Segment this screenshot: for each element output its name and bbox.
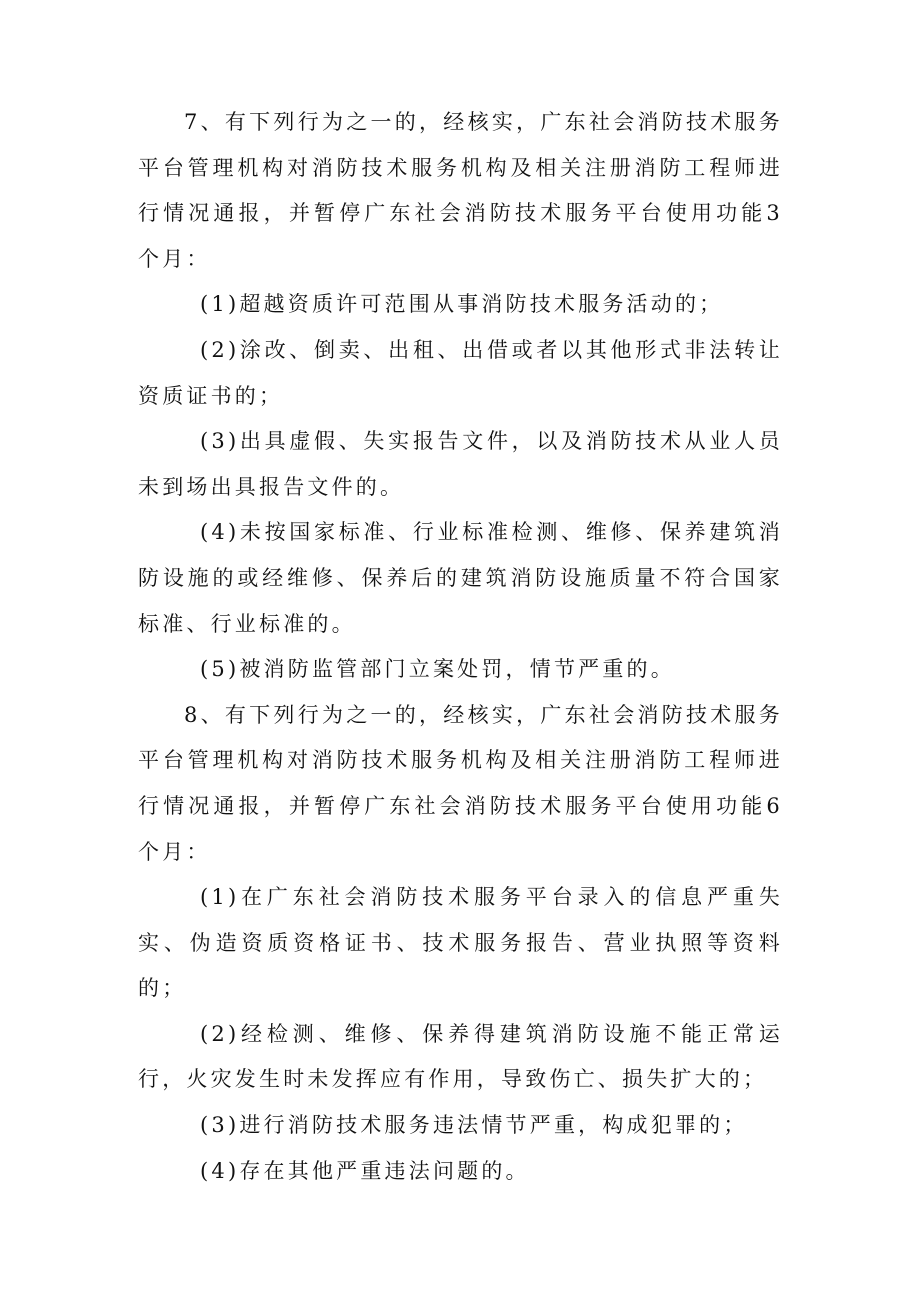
paragraph-section-8: 8、有下列行为之一的，经核实，广东社会消防技术服务平台管理机构对消防技术服务机构及相关注册消防工程师进行情况通报，并暂停广东社会消防技术服务平台使用功能6个月： [138,702,783,864]
paragraph-8-item-2: (2)经检测、维修、保养得建筑消防设施不能正常运行，火灾发生时未发挥应有作用，导致伤亡、损失扩大的； [138,1021,783,1092]
paragraph-7-item-3: (3)出具虚假、失实报告文件，以及消防技术从业人员未到场出具报告文件的。 [138,429,783,499]
paragraph-8-item-3: (3)进行消防技术服务违法情节严重，构成犯罪的； [200,1113,748,1138]
paragraph-7-item-2: (2)涂改、倒卖、出租、出借或者以其他形式非法转让资质证书的； [138,337,783,408]
paragraph-7-item-1: (1)超越资质许可范围从事消防技术服务活动的； [200,292,724,317]
paragraph-8-item-1: (1)在广东社会消防技术服务平台录入的信息严重失实、伪造资质资格证书、技术服务报告、营业执照等资料的； [138,885,783,1001]
paragraph-section-7: 7、有下列行为之一的，经核实，广东社会消防技术服务平台管理机构对消防技术服务机构及相关注册消防工程师进行情况通报，并暂停广东社会消防技术服务平台使用功能3个月： [138,110,783,271]
document-body [138,100,783,1194]
paragraph-7-item-5: (5)被消防监管部门立案处罚，情节严重的。 [200,657,675,682]
paragraph-8-item-4: (4)存在其他严重违法问题的。 [200,1158,530,1183]
paragraph-7-item-4: (4)未按国家标准、行业标准检测、维修、保养建筑消防设施的或经维修、保养后的建筑消防设施质量不符合国家标准、行业标准的。 [138,520,783,636]
